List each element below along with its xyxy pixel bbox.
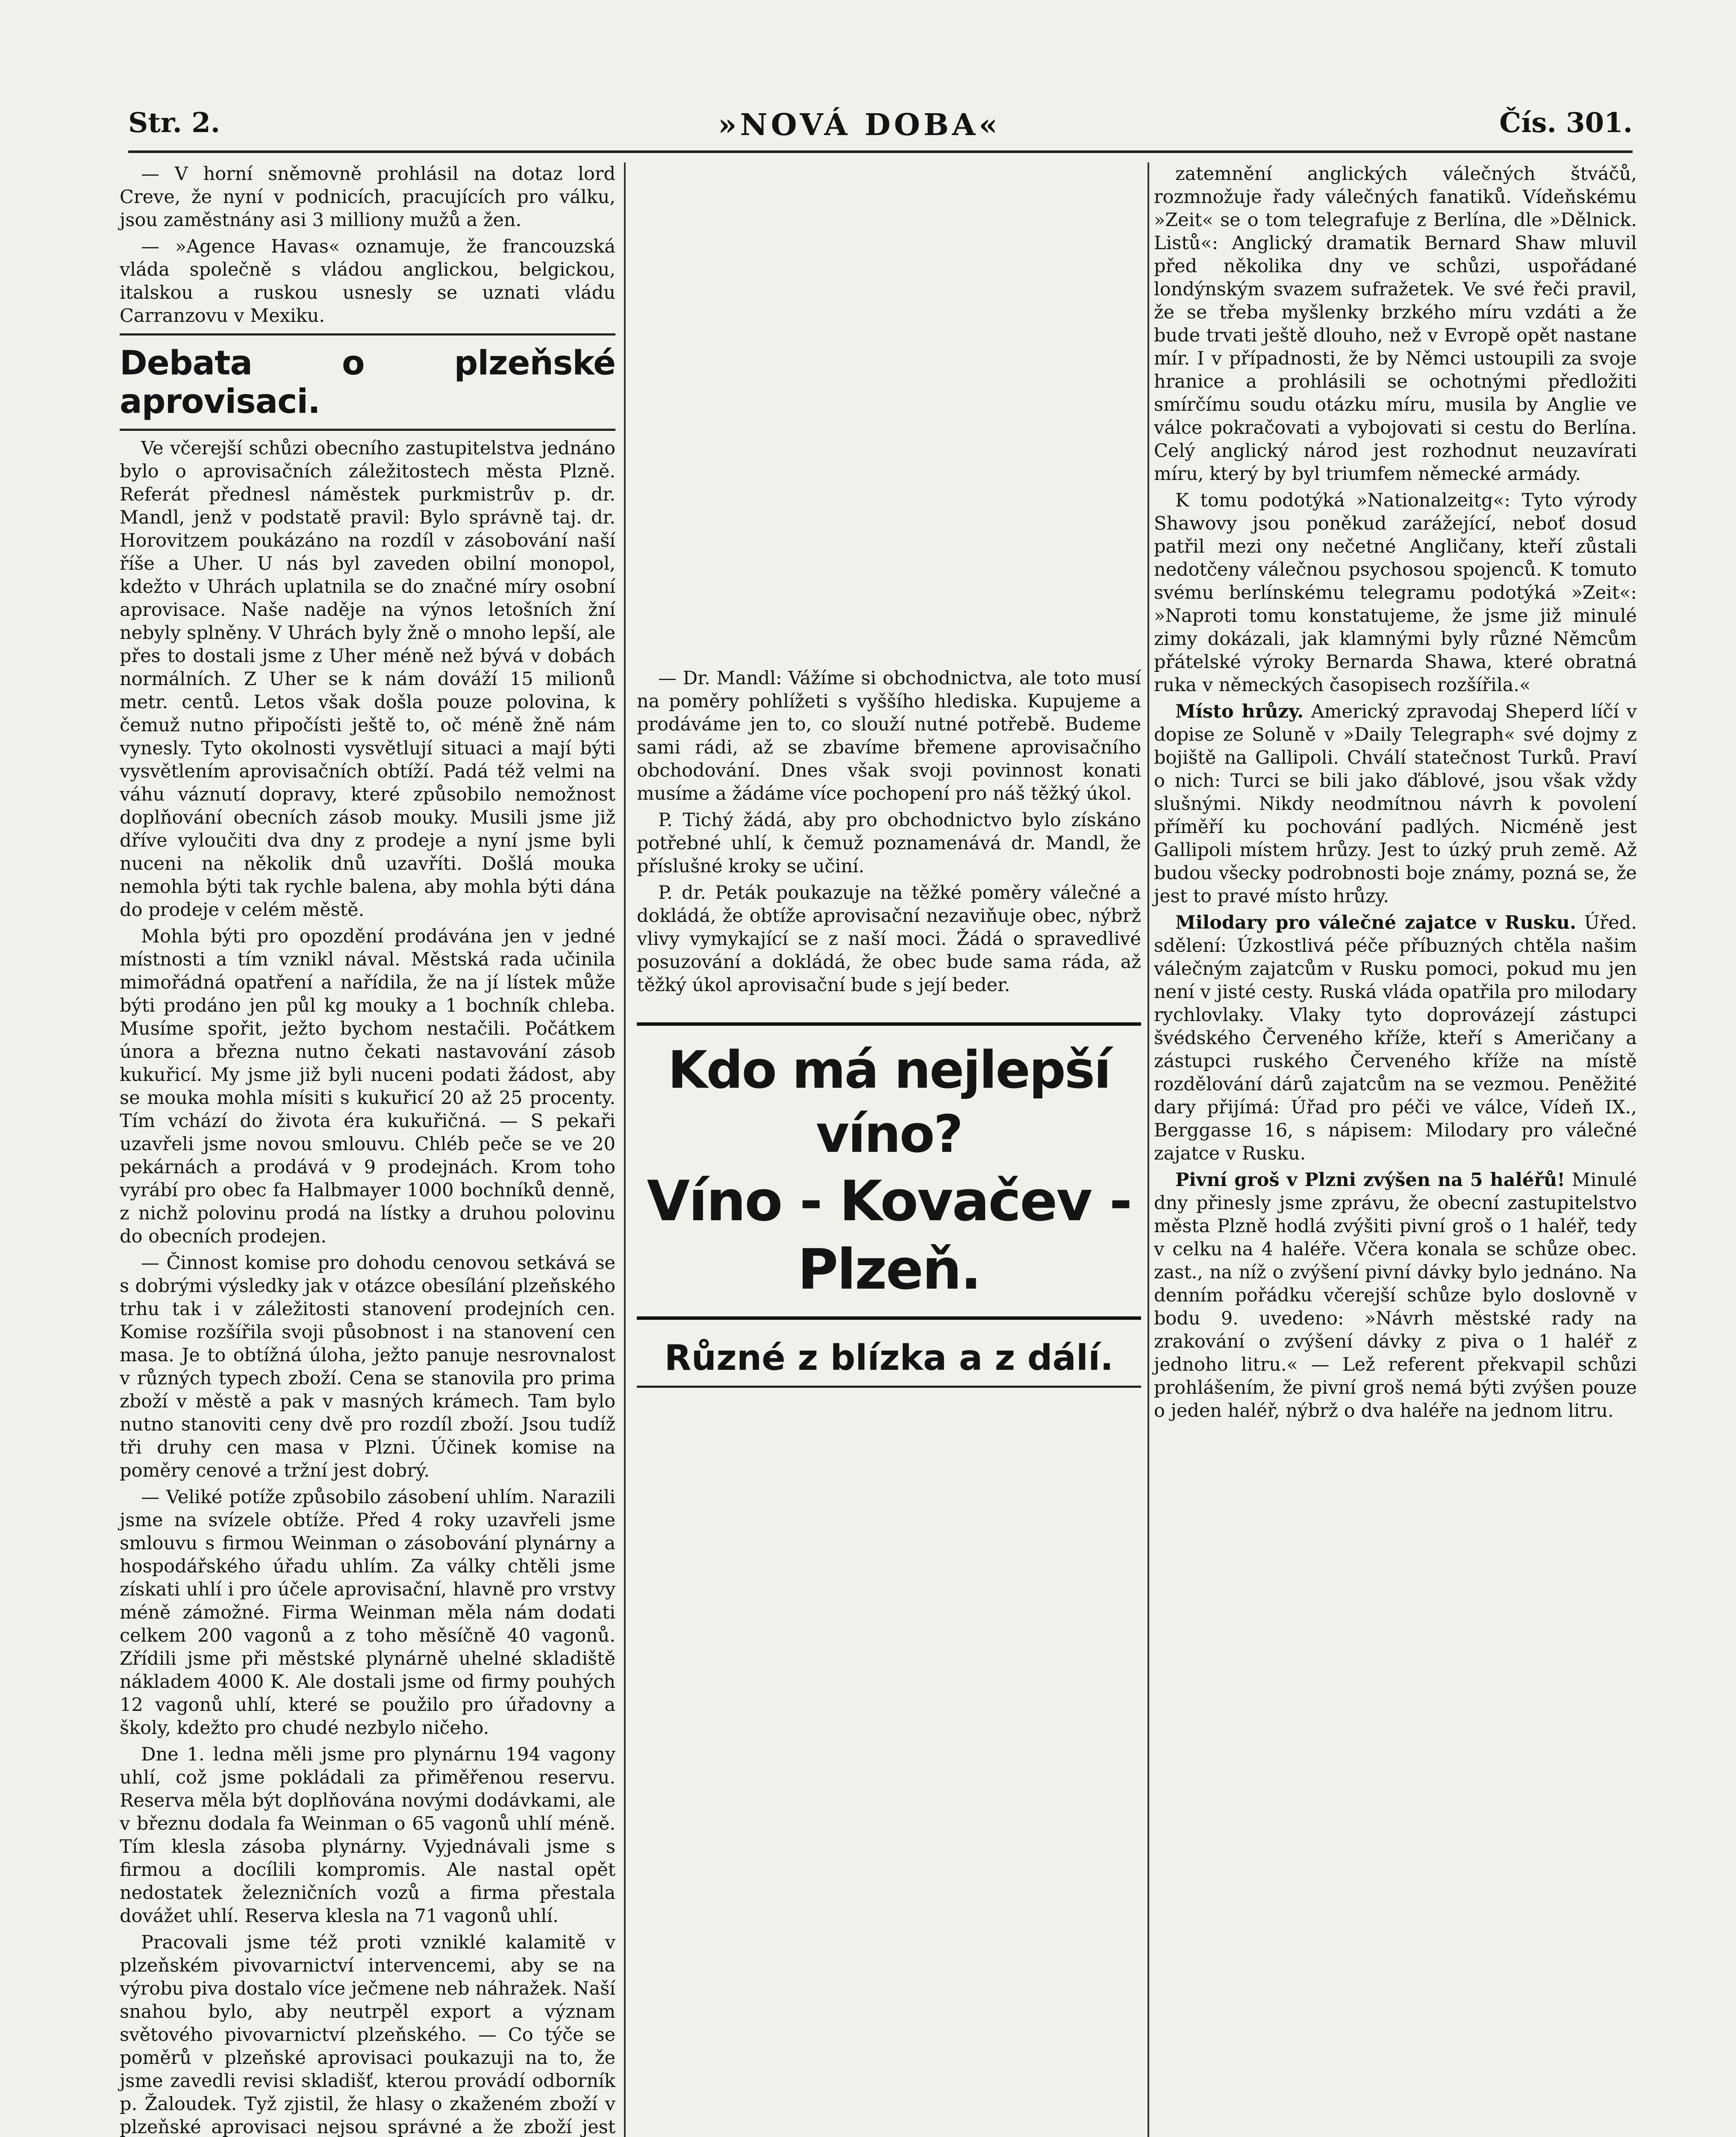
- blank-area: [637, 162, 1141, 667]
- article-paragraph: Pracovali jsme též proti vzniklé kalamitě v plzeňském pivovarnictví intervencemi, aby se na výrobu piva dostalo více ječmene neb náhražek. Naší snahou bylo, aby neutrpěl export a význam světového pivovarnictví plzeňského. — Co týče se poměrů v plzeňské aprovisaci poukazuji na to, že jsme zavedli revisi skladišť, kterou provádí odborník p. Žaloudek. Tyž zjistil, že hlasy o zkaženém zboží v plzeňské aprovisaci nejsou správné a že zboží jest: [120, 1932, 615, 2137]
- header-rule: [128, 150, 1633, 153]
- news-item: [1154, 911, 1637, 1165]
- item-title: Milodary pro válečné zajatce v Rusku.: [1175, 912, 1576, 933]
- section-rule: [120, 429, 615, 431]
- article-paragraph: P. Tichý žádá, aby pro obchodnictvo bylo získáno potřebné uhlí, k čemuž poznamenává dr. Mandl, že příslušné kroky se učiní.: [637, 809, 1141, 877]
- page-header: [128, 107, 1633, 145]
- news-item: [1154, 700, 1637, 908]
- item-text: Minulé dny přinesly jsme zprávu, že obecní zastupitelstvo města Plzně hodlá zvýšiti pivní groš o 1 haléř, tedy v celku na 4 haléře. Včera konala se schůze obec. zast., na níž o zvýšení pivní dávky bylo jednáno. Na denním pořádku včerejší schůze bylo doslovně v bodu 9. uvedeno: »Návrh městské rady na zrakování o zvýšení dávky z piva o 1 haléř z jednoho litru.« — Lež referent překvapil schůzi prohlášením, že pivní groš nemá býti zvýšen pouze o jeden haléř, nýbrž o dva haléře na jednom litru.: [1154, 1169, 1637, 1422]
- item-text: Úřed. sdělení: Úzkostlivá péče příbuzných chtěla našim válečným zajatcům v Rusku pomoci, pokud mu jen není v jisté cesty. Ruská vláda opatřila pro milodary rychlovlaky. Vlaky tyto doprovázejí zástupci švédského Červeného kříže, kteří s Američany a zástupci ruského Červeného kříže na místě rozdělování dárů zajatcům na se vezmou. Peněžité dary přijímá: Úřad pro péči ve válce, Vídeň IX., Berggasse 16, s nápisem: Milodary pro válečné zajatce v Rusku.: [1154, 912, 1637, 1164]
- column-divider: [624, 162, 626, 2137]
- item-text: Americký zpravodaj Sheperd líčí v dopise ze Soluně v »Daily Telegraph« své dojmy z bojiště na Gallipoli. Chválí statečnost Turků. Praví o nich: Turci se bili jako ďáblové, jsou však vždy slušnými. Nikdy neodmítnou návrh k povolení příměří ku pochování padlých. Nicméně jest Gallipoli místem hrůzy. Jest to úzký pruh země. Až budou všecky podrobnosti boje známy, pozná se, že jest to pravé místo hrůzy.: [1154, 701, 1637, 907]
- article-paragraph: Dne 1. ledna měli jsme pro plynárnu 194 vagony uhlí, což jsme pokládali za přiměřenou reservu. Reserva měla být doplňována novými dodávkami, ale v březnu dodala fa Weinman o 65 vagonů uhlí méně. Tím klesla zásoba plynárny. Vyjednávali jsme s firmou a docílili kompromis. Ale nastal opět nedostatek železničních vozů a firma přestala dovážet uhlí. Reserva klesla na 71 vagonů uhlí.: [120, 1744, 615, 1927]
- item-title: Místo hrůzy.: [1175, 701, 1304, 722]
- page-label: Str. 2.: [128, 107, 220, 139]
- article-paragraph: zatemnění anglických válečných štváčů, rozmnožuje řady válečných fanatiků. Vídeňskému »Zeit« se o tom telegrafuje z Berlína, dle »Dělnick. Listů«: Anglický dramatik Bernard Shaw mluvil před několika dny ve schůzi, uspořádané londýnským svazem sufražetek. Ve své řeči pravil, že se třeba myšlenky brzkého míru vzdáti a že bude trvati ještě dlouho, než v Evropě opět nastane mír. I v případnosti, že by Němci ustoupili za svoje hranice a prohlásili se ochotnými předložiti smírčímu soudu otázku míru, musila by Anglie ve válce pokračovati a vybojovati si cestu do Berlína. Celý anglický národ jest rozhodnut neuzavírati míru, který by byl triumfem německé armády.: [1154, 163, 1637, 485]
- section-rule: [637, 1386, 1141, 1388]
- item-title: Pivní groš v Plzni zvýšen na 5 haléřů!: [1175, 1169, 1565, 1191]
- column-right: [1154, 162, 1637, 1426]
- column-divider: [1148, 162, 1149, 2137]
- article-paragraph: — Dr. Mandl: Vážíme si obchodnictva, ale toto musí na poměry pohlížeti s vyššího hlediska. Kupujeme a prodáváme jen to, co slouží nutné potřebě. Budeme sami rádi, až se zbavíme břemene aprovisačního obchodování. Dnes však svoji povinnost konati musíme a žádáme více pochopení pro náš těžký úkol.: [637, 668, 1141, 804]
- news-brief: — V horní sněmovně prohlásil na dotaz lord Creve, že nyní v podnicích, pracujících pro válku, jsou zaměstnány asi 3 milliony mužů a žen.: [120, 163, 615, 231]
- masthead-title: »NOVÁ DOBA«: [718, 107, 1001, 142]
- news-item: [1154, 1169, 1637, 1422]
- wine-advertisement: [637, 1022, 1141, 1320]
- article-paragraph: — Činnost komise pro dohodu cenovou setkává se s dobrými výsledky jak v otázce obesílání plzeňského trhu tak i v záležitosti stanovení prodejních cen. Komise rozšířila svoji působnost i na stanovení cen masa. Je to obtížná úloha, ježto panuje nesrovnalost v různých typech zboží. Cena se stanovila pro prima zboží v městě a pak v masných krámech. Tam bylo nutno stanoviti ceny dvě pro rozdíl zboží. Jsou tudíž tři druhy cen masa v Plzni. Účinek komise na poměry cenové a tržní jest dobrý.: [120, 1252, 615, 1481]
- ad-brand: Víno - Kovačev - Plzeň.: [647, 1169, 1131, 1302]
- column-left: [120, 162, 615, 2137]
- blank-area: [637, 1394, 1141, 2137]
- section-heading: Různé z blízka a z dálí.: [664, 1338, 1114, 1378]
- article-paragraph: P. dr. Peták poukazuje na těžké poměry válečné a dokládá, že obtíže aprovisační nezaviňuje obec, nýbrž vlivy vymykající se z naší moci. Žádá o spravedlivé posuzování a dokládá, že obec bude sama ráda, až těžký úkol aprovisační bude s její beder.: [637, 882, 1141, 996]
- section-rule: [120, 333, 615, 336]
- issue-number: Čís. 301.: [1499, 107, 1633, 139]
- news-brief: — »Agence Havas« oznamuje, že francouzská vláda společně s vládou anglickou, belgickou, italskou a ruskou usnesly se uznati vládu Carranzovu v Mexiku.: [120, 236, 615, 327]
- article-heading: Debata o plzeňské aprovisaci.: [120, 344, 615, 421]
- column-middle: [637, 162, 1141, 2137]
- article-paragraph: Mohla býti pro opozdění prodávána jen v jedné místnosti a tím vznikl nával. Městská rada učinila mimořádná opatření a nařídila, že na jí lístek může býti prodáno jen půl kg mouky a 1 bochník chleba. Musíme spořit, ježto bychom nestačili. Počátkem února a března nutno čekati nastavování zásob kukuřicí. My jsme již byli nuceni podati žádost, aby se mouka mohla mísiti s kukuřicí 20 až 25 procenty. Tím vchází do života éra kukuřičná. — S pekaři uzavřeli jsme novou smlouvu. Chléb peče se ve 20 pekárnách a prodává v 9 prodejnách. Krom toho vyrábí pro obec fa Halbmayer 1000 bochníků denně, z nichž polovinu prodá na lístky a druhou polovinu do obecních prodejen.: [120, 926, 615, 1247]
- ad-headline: Kdo má nejlepší víno?: [668, 1041, 1110, 1164]
- article-paragraph: K tomu podotýká »Nationalzeitg«: Tyto výrody Shawovy jsou poněkud zarážející, neboť dosud patřil mezi ony nečetné Angličany, kteří zůstali nedotčeny válečnou psychosou spojenců. K tomuto svému berlínskému telegramu podotýká »Zeit«: »Naproti tomu konstatujeme, že jsme již minulé zimy dokázali, jak klamnými byly různé Němcům přátelské výroky Bernarda Shawa, které obratná ruka v německých časopisech rozšířila.«: [1154, 490, 1637, 696]
- article-paragraph: — Veliké potíže způsobilo zásobení uhlím. Narazili jsme na svízele obtíže. Před 4 roky uzavřeli jsme smlouvu s firmou Weinman o zásobování plynárny a hospodářského úřadu uhlím. Za války chtěli jsme získati uhlí i pro účele aprovisační, hlavně pro vrstvy méně zámožné. Firma Weinman měla nám dodati celkem 200 vagonů a z toho měsíčně 40 vagonů. Zřídili jsme při městské plynárně uhelné skladiště nákladem 4000 K. Ale dostali jsme od firmy pouhých 12 vagonů uhlí, které se použilo pro úřadovny a školy, kdežto pro chudé nezbylo ničeho.: [120, 1486, 615, 1739]
- article-paragraph: Ve včerejší schůzi obecního zastupitelstva jednáno bylo o aprovisačních záležitostech města Plzně. Referát přednesl náměstek purkmistrův p. dr. Mandl, jenž v podstatě pravil: Bylo správně taj. dr. Horovitzem poukázáno na rozdíl v zásobování naší říše a Uher. U nás byl zaveden obilní monopol, kdežto v Uhrách uplatnila se do značné míry osobní aprovisace. Naše naděje na výnos letošních žní nebyly splněny. V Uhrách byly žně o mnoho lepší, ale přes to dostali jsme z Uher méně než bývá v dobách normálních. Z Uher se k nám dováží 15 milionů metr. centů. Letos však došla pouze polovina, k čemuž nutno připočísti ještě to, oč méně žně nám vynesly. Tyto okolnosti vysvětlují situaci a mají býti vysvětlením aprovisačních obtíží. Padá též velmi na váhu váznutí dopravy, které způsobilo nemožnost doplňování obecních zásob mouky. Musili jsme již dříve vyloučiti dva dny z prodeje a nyní jsme byli nuceni na několik dnů uzavříti. Došlá mouka nemohla býti tak rychle balena, aby mohla býti dána do prodeje v celém městě.: [120, 438, 615, 921]
